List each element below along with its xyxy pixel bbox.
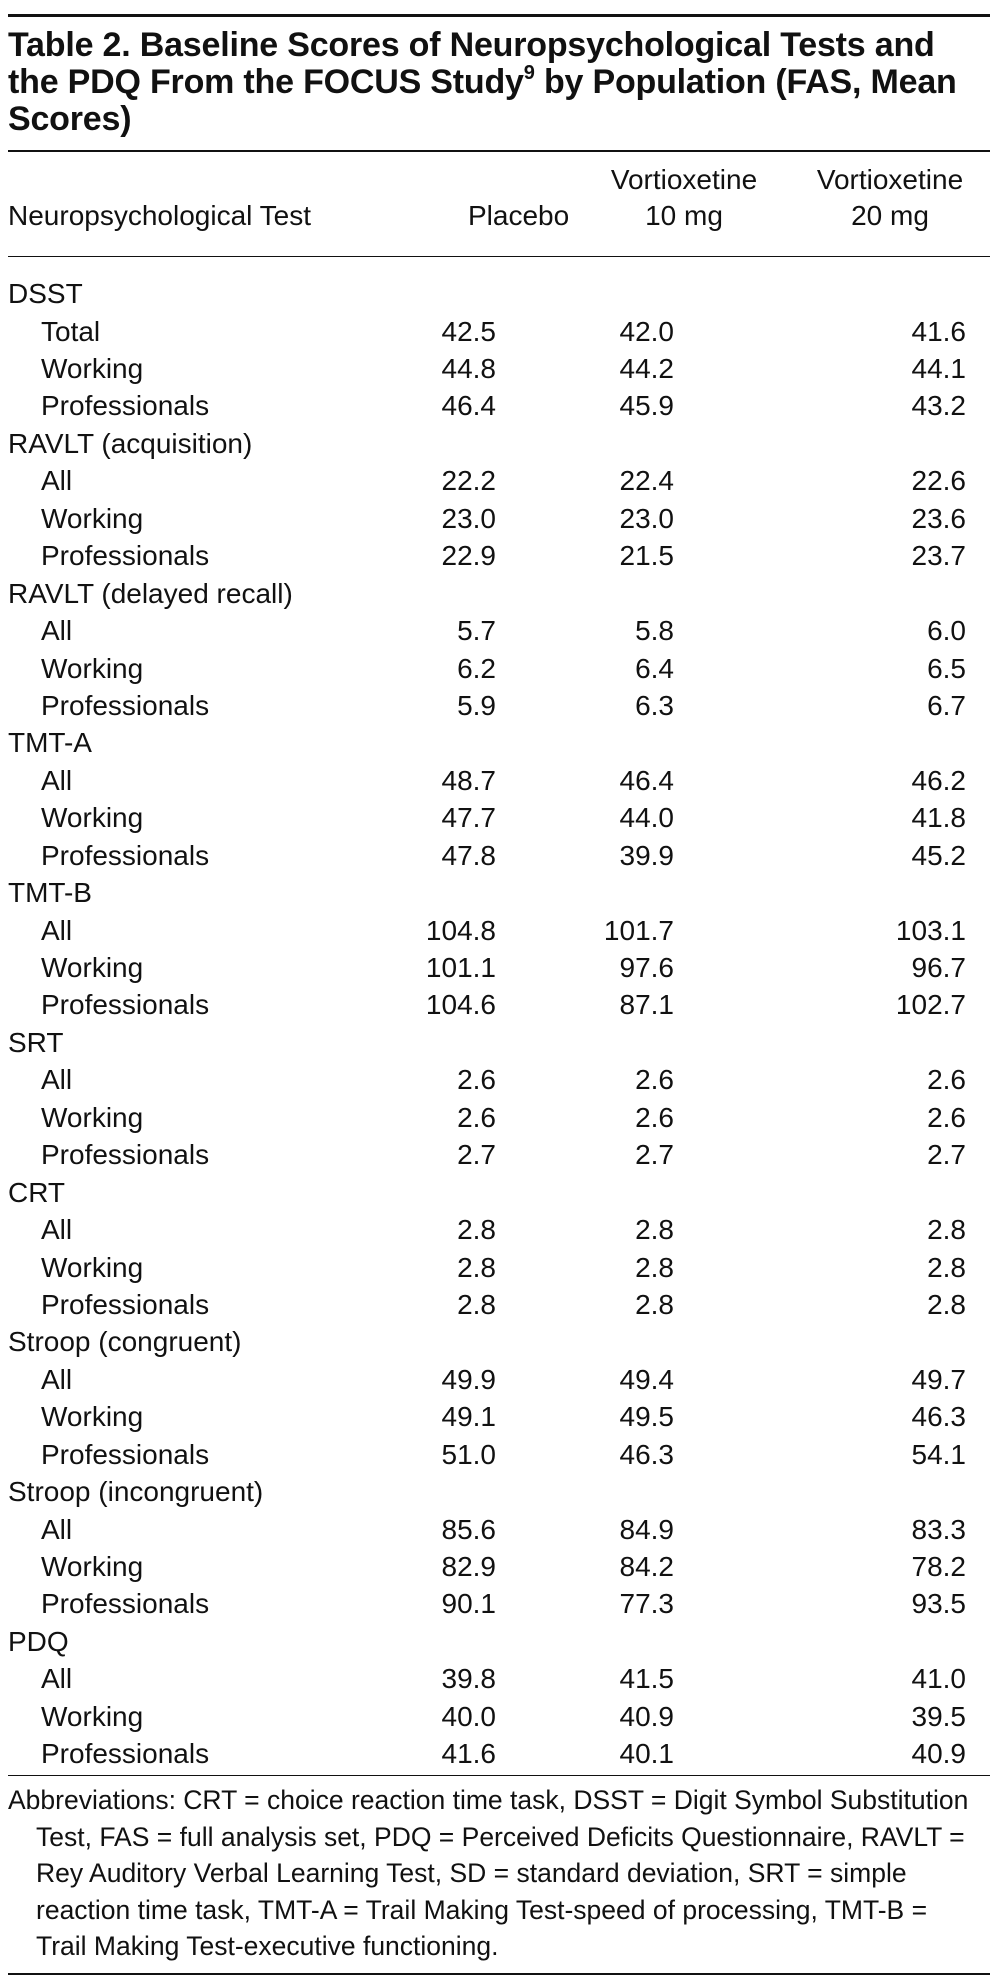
col-header-vort10-line1: Vortioxetine	[610, 164, 758, 195]
group-row	[8, 425, 990, 462]
vortioxetine-10mg-value: 2.6	[635, 1064, 674, 1096]
vortioxetine-20mg-value: 49.7	[911, 1363, 966, 1395]
table-row	[8, 388, 990, 425]
table-row	[8, 800, 990, 837]
group-label: PDQ	[8, 1625, 69, 1657]
row-label: Professionals	[41, 689, 210, 721]
table-row	[8, 687, 990, 724]
scores-table	[8, 152, 990, 1773]
row-label: Total	[41, 315, 101, 347]
vortioxetine-20mg-value: 102.7	[895, 989, 966, 1021]
vortioxetine-10mg-value: 40.1	[619, 1738, 674, 1770]
vortioxetine-10mg-value: 44.2	[619, 353, 674, 385]
placebo-value: 2.6	[457, 1101, 496, 1133]
vortioxetine-10mg-value: 22.4	[619, 465, 674, 497]
row-label: Working	[41, 353, 144, 385]
placebo-value: 23.0	[441, 502, 496, 534]
row-label: All	[41, 914, 73, 946]
table-row	[8, 1661, 990, 1698]
vortioxetine-10mg-value: 21.5	[619, 540, 674, 572]
vortioxetine-20mg-value: 2.8	[927, 1288, 966, 1320]
placebo-value: 82.9	[441, 1551, 496, 1583]
row-label: All	[41, 1513, 73, 1545]
placebo-value: 41.6	[441, 1738, 496, 1770]
row-label: Working	[41, 1101, 144, 1133]
placebo-value: 49.9	[441, 1363, 496, 1395]
row-label: Professionals	[41, 1588, 210, 1620]
vortioxetine-10mg-value: 87.1	[619, 989, 674, 1021]
placebo-value: 39.8	[441, 1663, 496, 1695]
row-label: Working	[41, 1401, 144, 1433]
col-header-placebo: Placebo	[468, 200, 570, 231]
vortioxetine-20mg-value: 41.6	[911, 315, 966, 347]
vortioxetine-20mg-value: 23.6	[911, 502, 966, 534]
row-label: Working	[41, 1551, 144, 1583]
group-label: CRT	[8, 1176, 66, 1208]
placebo-value: 40.0	[441, 1700, 496, 1732]
table-row	[8, 762, 990, 799]
table-title	[8, 27, 990, 138]
vortioxetine-20mg-value: 78.2	[911, 1551, 966, 1583]
table-row	[8, 650, 990, 687]
row-label: Professionals	[41, 989, 210, 1021]
table-body	[8, 238, 990, 1773]
vortioxetine-20mg-value: 46.2	[911, 764, 966, 796]
group-label: Stroop (congruent)	[8, 1326, 242, 1358]
table-row	[8, 1099, 990, 1136]
group-label: TMT-A	[8, 727, 92, 759]
placebo-value: 6.2	[457, 652, 496, 684]
table-bottom-rule	[8, 1775, 990, 1777]
table-row	[8, 500, 990, 537]
vortioxetine-20mg-value: 44.1	[911, 353, 966, 385]
table-row	[8, 1698, 990, 1735]
row-label: Working	[41, 1251, 144, 1283]
header-rule	[8, 256, 990, 258]
placebo-value: 101.1	[425, 952, 496, 984]
vortioxetine-10mg-value: 6.3	[635, 689, 674, 721]
vortioxetine-20mg-value: 6.5	[927, 652, 966, 684]
vortioxetine-20mg-value: 39.5	[911, 1700, 966, 1732]
vortioxetine-10mg-value: 23.0	[619, 502, 674, 534]
placebo-value: 5.7	[457, 615, 496, 647]
top-rule	[8, 14, 990, 17]
table-row	[8, 313, 990, 350]
group-row	[8, 1623, 990, 1660]
placebo-value: 46.4	[441, 390, 496, 422]
table-row	[8, 1211, 990, 1248]
placebo-value: 47.7	[441, 802, 496, 834]
row-label: Working	[41, 1700, 144, 1732]
vortioxetine-20mg-value: 22.6	[911, 465, 966, 497]
table-row	[8, 1361, 990, 1398]
placebo-value: 49.1	[441, 1401, 496, 1433]
row-label: Professionals	[41, 390, 210, 422]
row-label: Working	[41, 502, 144, 534]
vortioxetine-10mg-value: 44.0	[619, 802, 674, 834]
group-row	[8, 725, 990, 762]
placebo-value: 48.7	[441, 764, 496, 796]
placebo-value: 104.6	[425, 989, 496, 1021]
placebo-value: 2.6	[457, 1064, 496, 1096]
placebo-value: 47.8	[441, 839, 496, 871]
title-text: Table 2. Baseline Scores of Neuropsychological Tests and the PDQ From the FOCUS Study	[8, 26, 935, 101]
vortioxetine-10mg-value: 2.6	[635, 1101, 674, 1133]
title-superscript: 9	[523, 62, 535, 84]
placebo-value: 22.9	[441, 540, 496, 572]
group-label: RAVLT (delayed recall)	[8, 577, 293, 609]
row-label: All	[41, 764, 73, 796]
vortioxetine-20mg-value: 6.7	[927, 689, 966, 721]
vortioxetine-20mg-value: 54.1	[911, 1438, 966, 1470]
group-row	[8, 575, 990, 612]
placebo-value: 44.8	[441, 353, 496, 385]
placebo-value: 85.6	[441, 1513, 496, 1545]
placebo-value: 5.9	[457, 689, 496, 721]
group-label: Stroop (incongruent)	[8, 1476, 264, 1508]
vortioxetine-10mg-value: 40.9	[619, 1700, 674, 1732]
table-row	[8, 1137, 990, 1174]
col-header-test: Neuropsychological Test	[8, 200, 311, 231]
placebo-value: 2.7	[457, 1139, 496, 1171]
vortioxetine-20mg-value: 2.8	[927, 1214, 966, 1246]
placebo-value: 2.8	[457, 1288, 496, 1320]
group-row	[8, 275, 990, 312]
vortioxetine-20mg-value: 93.5	[911, 1588, 966, 1620]
col-header-vort10-line2: 10 mg	[645, 200, 723, 231]
table-row	[8, 1511, 990, 1548]
vortioxetine-20mg-value: 83.3	[911, 1513, 966, 1545]
table-row	[8, 538, 990, 575]
vortioxetine-10mg-value: 2.8	[635, 1251, 674, 1283]
vortioxetine-20mg-value: 41.0	[911, 1663, 966, 1695]
table-row	[8, 912, 990, 949]
vortioxetine-10mg-value: 46.4	[619, 764, 674, 796]
vortioxetine-20mg-value: 2.6	[927, 1101, 966, 1133]
vortioxetine-20mg-value: 6.0	[927, 615, 966, 647]
vortioxetine-20mg-value: 2.6	[927, 1064, 966, 1096]
vortioxetine-10mg-value: 45.9	[619, 390, 674, 422]
vortioxetine-10mg-value: 84.9	[619, 1513, 674, 1545]
vortioxetine-10mg-value: 39.9	[619, 839, 674, 871]
table-row	[8, 612, 990, 649]
group-row	[8, 1473, 990, 1510]
col-header-vort10	[578, 152, 790, 238]
row-label: Working	[41, 652, 144, 684]
vortioxetine-10mg-value: 6.4	[635, 652, 674, 684]
vortioxetine-20mg-value: 41.8	[911, 802, 966, 834]
table-row	[8, 1436, 990, 1473]
group-row	[8, 1174, 990, 1211]
col-header-vort20-line1: Vortioxetine	[816, 164, 964, 195]
vortioxetine-20mg-value: 23.7	[911, 540, 966, 572]
vortioxetine-20mg-value: 46.3	[911, 1401, 966, 1433]
table-row	[8, 987, 990, 1024]
group-row	[8, 874, 990, 911]
table-row	[8, 1736, 990, 1773]
table-row	[8, 1062, 990, 1099]
row-label: All	[41, 1663, 73, 1695]
vortioxetine-10mg-value: 97.6	[619, 952, 674, 984]
vortioxetine-20mg-value: 40.9	[911, 1738, 966, 1770]
vortioxetine-20mg-value: 2.7	[927, 1139, 966, 1171]
vortioxetine-20mg-value: 45.2	[911, 839, 966, 871]
vortioxetine-20mg-value: 2.8	[927, 1251, 966, 1283]
group-label: TMT-B	[8, 877, 92, 909]
row-label: Professionals	[41, 540, 210, 572]
group-label: DSST	[8, 278, 83, 310]
placebo-value: 2.8	[457, 1214, 496, 1246]
table-row	[8, 1586, 990, 1623]
col-header-vort20-line2: 20 mg	[851, 200, 929, 231]
placebo-value: 90.1	[441, 1588, 496, 1620]
placebo-value: 51.0	[441, 1438, 496, 1470]
vortioxetine-10mg-value: 101.7	[603, 914, 674, 946]
placebo-value: 42.5	[441, 315, 496, 347]
row-label: All	[41, 1363, 73, 1395]
vortioxetine-10mg-value: 49.5	[619, 1401, 674, 1433]
table-row	[8, 1249, 990, 1286]
row-label: Working	[41, 952, 144, 984]
group-row	[8, 1324, 990, 1361]
vortioxetine-10mg-value: 84.2	[619, 1551, 674, 1583]
placebo-value: 104.8	[425, 914, 496, 946]
vortioxetine-10mg-value: 42.0	[619, 315, 674, 347]
placebo-value: 2.8	[457, 1251, 496, 1283]
vortioxetine-20mg-value: 43.2	[911, 390, 966, 422]
vortioxetine-10mg-value: 2.7	[635, 1139, 674, 1171]
row-label: Professionals	[41, 1288, 210, 1320]
table-row	[8, 1548, 990, 1585]
vortioxetine-20mg-value: 96.7	[911, 952, 966, 984]
table-header	[8, 152, 990, 238]
vortioxetine-10mg-value: 2.8	[635, 1288, 674, 1320]
vortioxetine-10mg-value: 49.4	[619, 1363, 674, 1395]
row-label: Professionals	[41, 839, 210, 871]
table-page	[0, 14, 994, 1962]
table-row	[8, 463, 990, 500]
col-header-vort20	[790, 152, 990, 238]
table-row	[8, 1286, 990, 1323]
vortioxetine-10mg-value: 41.5	[619, 1663, 674, 1695]
placebo-value: 22.2	[441, 465, 496, 497]
row-label: Professionals	[41, 1738, 210, 1770]
table-row	[8, 1399, 990, 1436]
table-row	[8, 949, 990, 986]
vortioxetine-10mg-value: 2.8	[635, 1214, 674, 1246]
row-label: All	[41, 1214, 73, 1246]
group-row	[8, 1024, 990, 1061]
row-label: Professionals	[41, 1438, 210, 1470]
abbreviations-footnote: Abbreviations: CRT = choice reaction time task, DSST = Digit Symbol Substitution Test, FAS = full analysis set, PDQ = Perceived Deficits Questionnaire, RAVLT = Rey Auditory Verbal Learning Test, SD = standard deviation, SRT = simple reaction time task, TMT-A = Trail Making Test-speed of processing, TMT-B = Trail Making Test-executive functioning.	[8, 1785, 969, 1962]
row-label: Working	[41, 802, 144, 834]
table-row	[8, 837, 990, 874]
row-label: All	[41, 1064, 73, 1096]
title-text-end: by Population (FAS, Mean Scores)	[8, 63, 957, 138]
row-label: All	[41, 465, 73, 497]
table-row	[8, 350, 990, 387]
vortioxetine-10mg-value: 5.8	[635, 615, 674, 647]
vortioxetine-20mg-value: 103.1	[895, 914, 966, 946]
group-label: SRT	[8, 1026, 64, 1058]
group-label: RAVLT (acquisition)	[8, 427, 253, 459]
vortioxetine-10mg-value: 46.3	[619, 1438, 674, 1470]
row-label: All	[41, 615, 73, 647]
vortioxetine-10mg-value: 77.3	[619, 1588, 674, 1620]
row-label: Professionals	[41, 1139, 210, 1171]
